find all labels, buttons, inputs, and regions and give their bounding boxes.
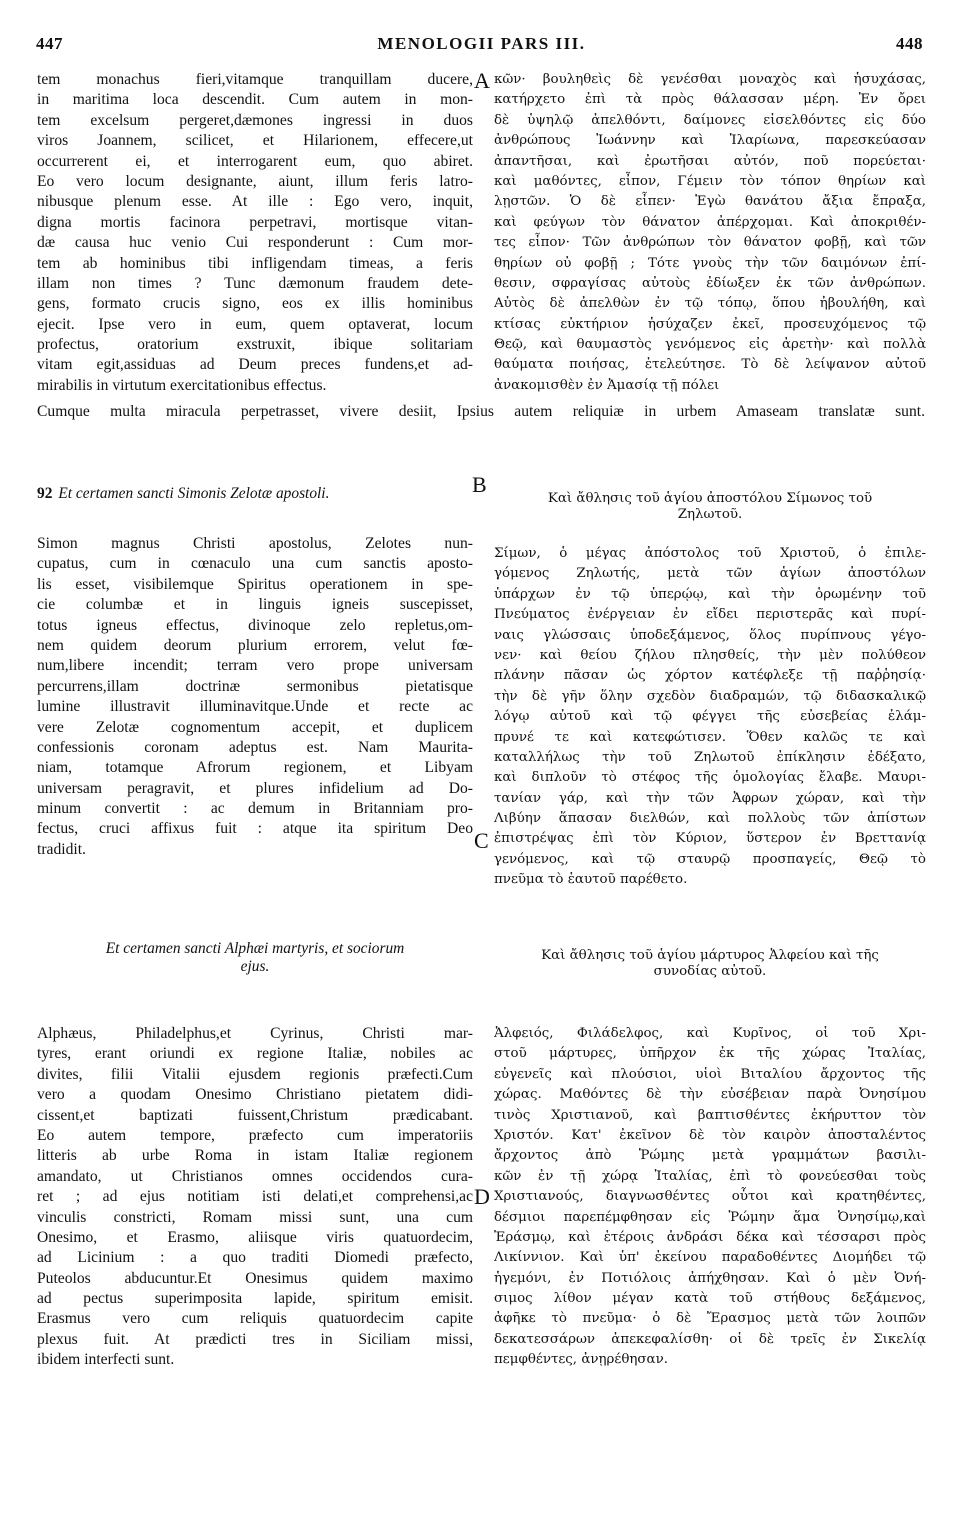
text-line: ἀνθρώπους Ἰωάννην καὶ Ἱλαρίωνα, παρεσκεύασαν (494, 133, 926, 149)
text-line: tem ab hominibus tibi infligendam timeas, a feris (37, 254, 473, 272)
text-line: vere Zelotæ cognomentum accepit, et duplicem (37, 718, 473, 736)
text-line: καὶ διπλοῦν τὸ στέφος τῆς ὁμολογίας ἔλαβε. Μαυρι- (494, 770, 926, 786)
margin-marker-c: C (474, 828, 489, 853)
text-line: nibusque plenum esse. At ille : Ego vero, inquit, (37, 193, 473, 211)
text-line: ὑπάρχων ἐν τῷ ὑπερῴῳ, καὶ τὴν ὁρωμένην τοῦ (494, 586, 926, 602)
text-line: Χριστόν. Κατ' ἐκεῖνον δὲ τὸν καιρὸν ἀποσταλέντος (494, 1127, 926, 1143)
text-line: ἀφῆκε τὸ πνεῦμα· ὁ δὲ Ἔρασμος μετὰ τῶν λοιπῶν (494, 1311, 926, 1327)
text-line: num,libere incendit; terram vero prope universam (37, 657, 473, 675)
text-line: niam, totamque Afrorum regionem, et Libyam (37, 759, 473, 777)
text-line: Onesimo, et Erasmo, aliisque viris quatuordecim, (37, 1228, 473, 1246)
text-line: cupatus, cum in cœnaculo una cum sanctis aposto- (37, 555, 473, 573)
text-line: ad Licinium : a quo traditi Diomedi præfecto, (37, 1249, 473, 1267)
latin-column-block1 (37, 70, 473, 396)
latin-section-title-alphaeus (37, 940, 473, 976)
text-line: εὐγενεῖς καὶ πλούσιοι, υἱοὶ Βιταλίου ἄρχοντος τῆς (494, 1066, 926, 1082)
text-line: θεσιν, σφραγίσας αὐτοὺς ἐδίωξεν ἐκ τῶν ἀνθρώπων. (494, 275, 926, 291)
text-line: πρυνέ τε καὶ κατεφώτισεν. Ὅθεν καλῶς τε καὶ (494, 729, 926, 745)
text-line: Erasmus vero cum reliquis quatuordecim capite (37, 1310, 473, 1328)
text-line: Λικίννιον. Καὶ ὑπ' ἐκείνου παραδοθέντες Διομήδει τῷ (494, 1250, 926, 1266)
text-line: tem monachus fieri,vitamque tranquillam ducere, (37, 71, 473, 88)
text-line: κατήρχετο ἐπὶ τὰ πρὸς θάλασσαν μέρη. Ἐν ὄρει (494, 92, 926, 108)
text-line: Σίμων, ὁ μέγας ἀπόστολος τοῦ Χριστοῦ, ὁ ἐπιλε- (494, 546, 926, 561)
text-line: Puteolos abducuntur.Et Onesimus quidem maximo (37, 1269, 473, 1287)
greek-section-title-simon (494, 489, 926, 526)
text-line: mirabilis in virtutum exercitationibus effectus. (37, 376, 327, 394)
title-line: Καὶ ἄθλησις τοῦ ἁγίου ἀποστόλου Σίμωνος τοῦ (547, 491, 873, 506)
text-line: καταλλήλως τὴν τοῦ Ζηλωτοῦ ἐπίκλησιν ἐδέξατο, (494, 749, 926, 765)
text-line: digna mortis facinora perpetravi, mortisque vitan- (37, 213, 473, 231)
text-line: confessionis coronam adeptus est. Nam Maurita- (37, 738, 473, 756)
text-line: Αὐτὸς δὲ ἀπελθὼν ἐν τῷ τόπῳ, ὅπου ἠβουλήθη, καὶ (494, 296, 926, 312)
text-line: κῶν ἐν τῇ χώρᾳ Ἰταλίας, ἐπὶ τὸ φονεύεσθαι τοὺς (494, 1168, 926, 1184)
running-title: MENOLOGII PARS III. (377, 34, 586, 53)
title-line: Ζηλωτοῦ. (677, 507, 743, 523)
text-line: minum convertit : ac demum in Britanniam pro- (37, 800, 473, 818)
margin-marker-a: A (474, 68, 490, 93)
text-line: ἄρχοντος ἀπὸ Ῥώμης μετὰ γραμμάτων βασιλι- (494, 1148, 926, 1164)
text-line: ἀνακομισθὲν ἐν Ἀμασίᾳ τῇ πόλει (494, 377, 720, 393)
text-line: gens, formato crucis signo, eos ex illis hominibus (37, 295, 473, 313)
text-line: θαύματα ποιήσας, ἐτελεύτησε. Τὸ δὲ λείψανον αὐτοῦ (494, 357, 926, 373)
text-line: vitam egit,assiduas ad Deum preces fundens,et ad- (37, 356, 473, 374)
text-line: Eo vero locum designante, aiunt, illum feris latro- (37, 172, 473, 190)
text-line: divites, filii Vitalii ejusdem regionis præfecti.Cum (37, 1065, 473, 1083)
text-line: ἀπαντῆσαι, καὶ ἐρωτῆσαι αὐτόν, ποῦ πορεύεται· (494, 153, 926, 169)
text-line: amandato, ut Christianos omnes occidendos cura- (37, 1167, 473, 1185)
text-line: τὴν δὲ γῆν ὅλην σχεδὸν διαδραμών, τῷ διδασκαλικῷ (494, 688, 926, 704)
text-line: πεμφθέντες, ἀνῃρέθησαν. (494, 1352, 668, 1368)
title-line: Καὶ ἄθλησις τοῦ ἁγίου μάρτυρος Ἀλφείου καὶ τῆς (541, 948, 879, 963)
greek-column-simon (494, 544, 926, 891)
text-line: δέσμιοι παρεπέμφθησαν εἰς Ῥώμην ἅμα Ὀνησίμῳ,καὶ (494, 1209, 926, 1225)
text-line: πνεῦμα τὸ ἑαυτοῦ παρέθετο. (494, 872, 688, 888)
text-line: κτίσας εὐκτήριον ἡσύχαζεν ἐκεῖ, προσευχόμενος τῷ (494, 316, 926, 332)
text-line: Χριστιανούς, διαγνωσθέντες οὗτοι καὶ κρατηθέντες, (494, 1189, 926, 1205)
text-line: ejecit. Ipse vero in eum, quem optaverat, locum (37, 315, 473, 333)
section-title-text: Et certamen sancti Simonis Zelotæ apostoli. (58, 485, 330, 502)
text-line: fectus, cruci affixus fuit : atque ita spiritum Deo (37, 820, 473, 838)
text-line: plexus fuit. At prædicti tres in Siciliam missi, (37, 1330, 473, 1348)
text-line: Eo autem tempore, præfecto cum imperatoriis (37, 1126, 473, 1144)
text-line: λῃστῶν. Ὁ δὲ εἶπεν· Ἐγὼ θανάτου ἄξια ἔπραξα, (494, 194, 926, 210)
text-line: vinculis constricti, Romam missi sunt, una cum (37, 1208, 473, 1226)
latin-column-alphaeus (37, 1024, 473, 1371)
text-line: τινὸς Χριστιανοῦ, καὶ βαπτισθέντες ἐκήρυττον τὸν (494, 1107, 926, 1123)
text-line: στοῦ μάρτυρες, ὑπῆρχον ἐκ τῆς χώρας Ἰταλίας, (494, 1046, 926, 1062)
margin-marker-b: B (472, 472, 487, 497)
text-line: δὲ ὑψηλῷ ἀπελθόντι, δαίμονες εἰσελθόντες εἰς δύο (494, 112, 926, 128)
text-line: ret ; ad ejus notitiam isti delati,et comprehensi,ac (37, 1188, 473, 1206)
text-line: Λιβύην ἅπασαν διελθών, καὶ πολλοὺς τῶν ἀπίστων (494, 811, 926, 827)
text-line: γενόμενος, καὶ τῷ σταυρῷ προσπαγείς, Θεῷ τὸ (494, 851, 926, 867)
text-line: ἐπιστρέψας ἐπὶ τὸν Κύριον, ὕστερον ἐν Βρεττανίᾳ (494, 831, 926, 847)
latin-section-title-simon (37, 484, 473, 504)
text-line: lumine illustravit illuminavitque.Unde et recte ac (37, 698, 473, 716)
text-line: δεκατεσσάρων ἀπεκεφαλίσθη· οἱ δὲ τρεῖς ἐν Σικελίᾳ (494, 1331, 926, 1347)
text-line: viros Joannem, scilicet, et Hilarionem, effecere,ut (37, 132, 473, 150)
text-line: ad pectus superimposita lapide, spiritum emisit. (37, 1290, 473, 1308)
text-line: ναις γλώσσαις ὑποδεξάμενος, ὅλος πυρίπνους γέγο- (494, 627, 926, 643)
text-line: λόγῳ αὐτοῦ καὶ τῷ φέγγει τῆς εὐσεβείας ἐλάμ- (494, 709, 926, 725)
text-line: percurrens,illam doctrinæ sermonibus pietatisque (37, 677, 473, 695)
text-line: θηρίων οὐ φοβῇ ; Τότε γνοὺς τὴν τῶν δαιμόνων ἐπί- (494, 255, 926, 271)
text-line: Simon magnus Christi apostolus, Zelotes nun- (37, 535, 473, 552)
text-line: in maritima loca descendit. Cum autem in mon- (37, 91, 473, 109)
text-line: χώρας. Μαθόντες δὲ τὴν εὐσέβειαν παρὰ Ὀνησίμου (494, 1087, 926, 1103)
text-line: tem excelsum pergeret,dæmones ingressi in duos (37, 111, 473, 129)
section-number: 92 (37, 485, 53, 502)
latin-column-simon (37, 534, 473, 860)
text-line: ibidem interfecti sunt. (37, 1351, 175, 1369)
text-line: καὶ μαθόντες, εἶπον, Γέμειν τὸν τόπον θηρίων καὶ (494, 173, 926, 189)
text-line: τανίαν γάρ, καὶ τὴν τῶν Ἀφρων χώραν, καὶ τὴν (494, 790, 926, 806)
text-line: Ἐράσμῳ, καὶ ἑτέροις ἀνδράσι δέκα καὶ τέσσαρσι πρὸς (494, 1229, 926, 1245)
text-line: πλάνην πᾶσαν ὡς χόρτον κατέφλεξε τῇ παῤῥησίᾳ· (494, 668, 926, 684)
full-width-line: Cumque multa miracula perpetrasset, vivere desiit, Ipsius autem reliquiæ in urbem Amaseam translatæ sunt. (37, 403, 925, 420)
text-line: σιμος λίθον μέγαν κατὰ τοῦ στήθους δεξάμενος, (494, 1291, 926, 1307)
text-line: tyres, erant oriundi ex regione Italiæ, nobiles ac (37, 1045, 473, 1063)
text-line: lis esset, visibilemque Spiritus operationem in spe- (37, 575, 473, 593)
text-line: illam non times ? Tunc dæmonum fraudem dete- (37, 274, 473, 292)
title-line: Et certamen sancti Alphæi martyris, et sociorum (105, 940, 405, 957)
text-line: καὶ φεύγων τὸν θάνατον ἀπέρχομαι. Καὶ ἀποκριθέν- (494, 214, 926, 230)
text-line: dæ causa huc venio Cui responderunt : Cum mor- (37, 234, 473, 252)
greek-section-title-alphaeus (494, 946, 926, 983)
text-line: νεν· καὶ θείου ζήλου πλησθείς, τὴν μὲν πολύθεον (494, 647, 926, 663)
text-line: Πνεύματος ἐνέργειαν ἐν εἴδει περιστερᾶς καὶ πυρί- (494, 607, 926, 623)
greek-column-block1 (494, 70, 926, 396)
text-line: κῶν· βουληθεὶς δὲ γενέσθαι μοναχὸς καὶ ἡσυχάσας, (494, 72, 926, 87)
page-number-right: 448 (896, 34, 923, 53)
title-line: ejus. (240, 958, 270, 975)
text-line: litteris ab urbe Roma in istam Italiæ regionem (37, 1147, 473, 1165)
text-line: vero a quodam Onesimo Christiano pietatem didi- (37, 1086, 473, 1104)
title-line: συνοδίας αὐτοῦ. (653, 964, 767, 980)
text-line: ἡγεμόνι, ἐν Ποτιόλοις ἀπήχθησαν. Καὶ ὁ μὲν Ὀνή- (494, 1270, 926, 1286)
text-line: cissent,et baptizati fuissent,Christum prædicabant. (37, 1106, 473, 1124)
text-line: nem quidem deorum plurium errorem, velut fœ- (37, 636, 473, 654)
text-line: tradidit. (37, 840, 86, 858)
text-line: profectus, oratorium exstruxit, ibique solitariam (37, 336, 473, 354)
text-line: Alphæus, Philadelphus,et Cyrinus, Christi mar- (37, 1025, 473, 1042)
text-line: totus igneus effectus, divinoque zelo repletus,om- (37, 616, 473, 634)
margin-marker-d: D (474, 1184, 490, 1209)
text-line: Ἀλφειός, Φιλάδελφος, καὶ Κυρῖνος, οἱ τοῦ Χρι- (494, 1026, 926, 1041)
text-line: universam peragravit, et plures infidelium ad Do- (37, 779, 473, 797)
text-line: occurrerent ei, et interrogarent eum, quo abiret. (37, 152, 473, 170)
page-number-left: 447 (36, 34, 63, 53)
text-line: Θεῷ, καὶ θαυμαστὸς γενόμενος εἰς ἀρετὴν· καὶ πολλὰ (494, 337, 926, 353)
text-line: cie columbæ et in linguis igneis suscepisset, (37, 596, 473, 614)
text-line: τες εἶπον· Τῶν ἀνθρώπων τὸν θάνατον φοβῇ, καὶ τῶν (494, 235, 926, 251)
text-line: γόμενος Ζηλωτής, μετὰ τῶν ἁγίων ἀποστόλων (494, 566, 926, 582)
greek-column-alphaeus (494, 1024, 926, 1371)
